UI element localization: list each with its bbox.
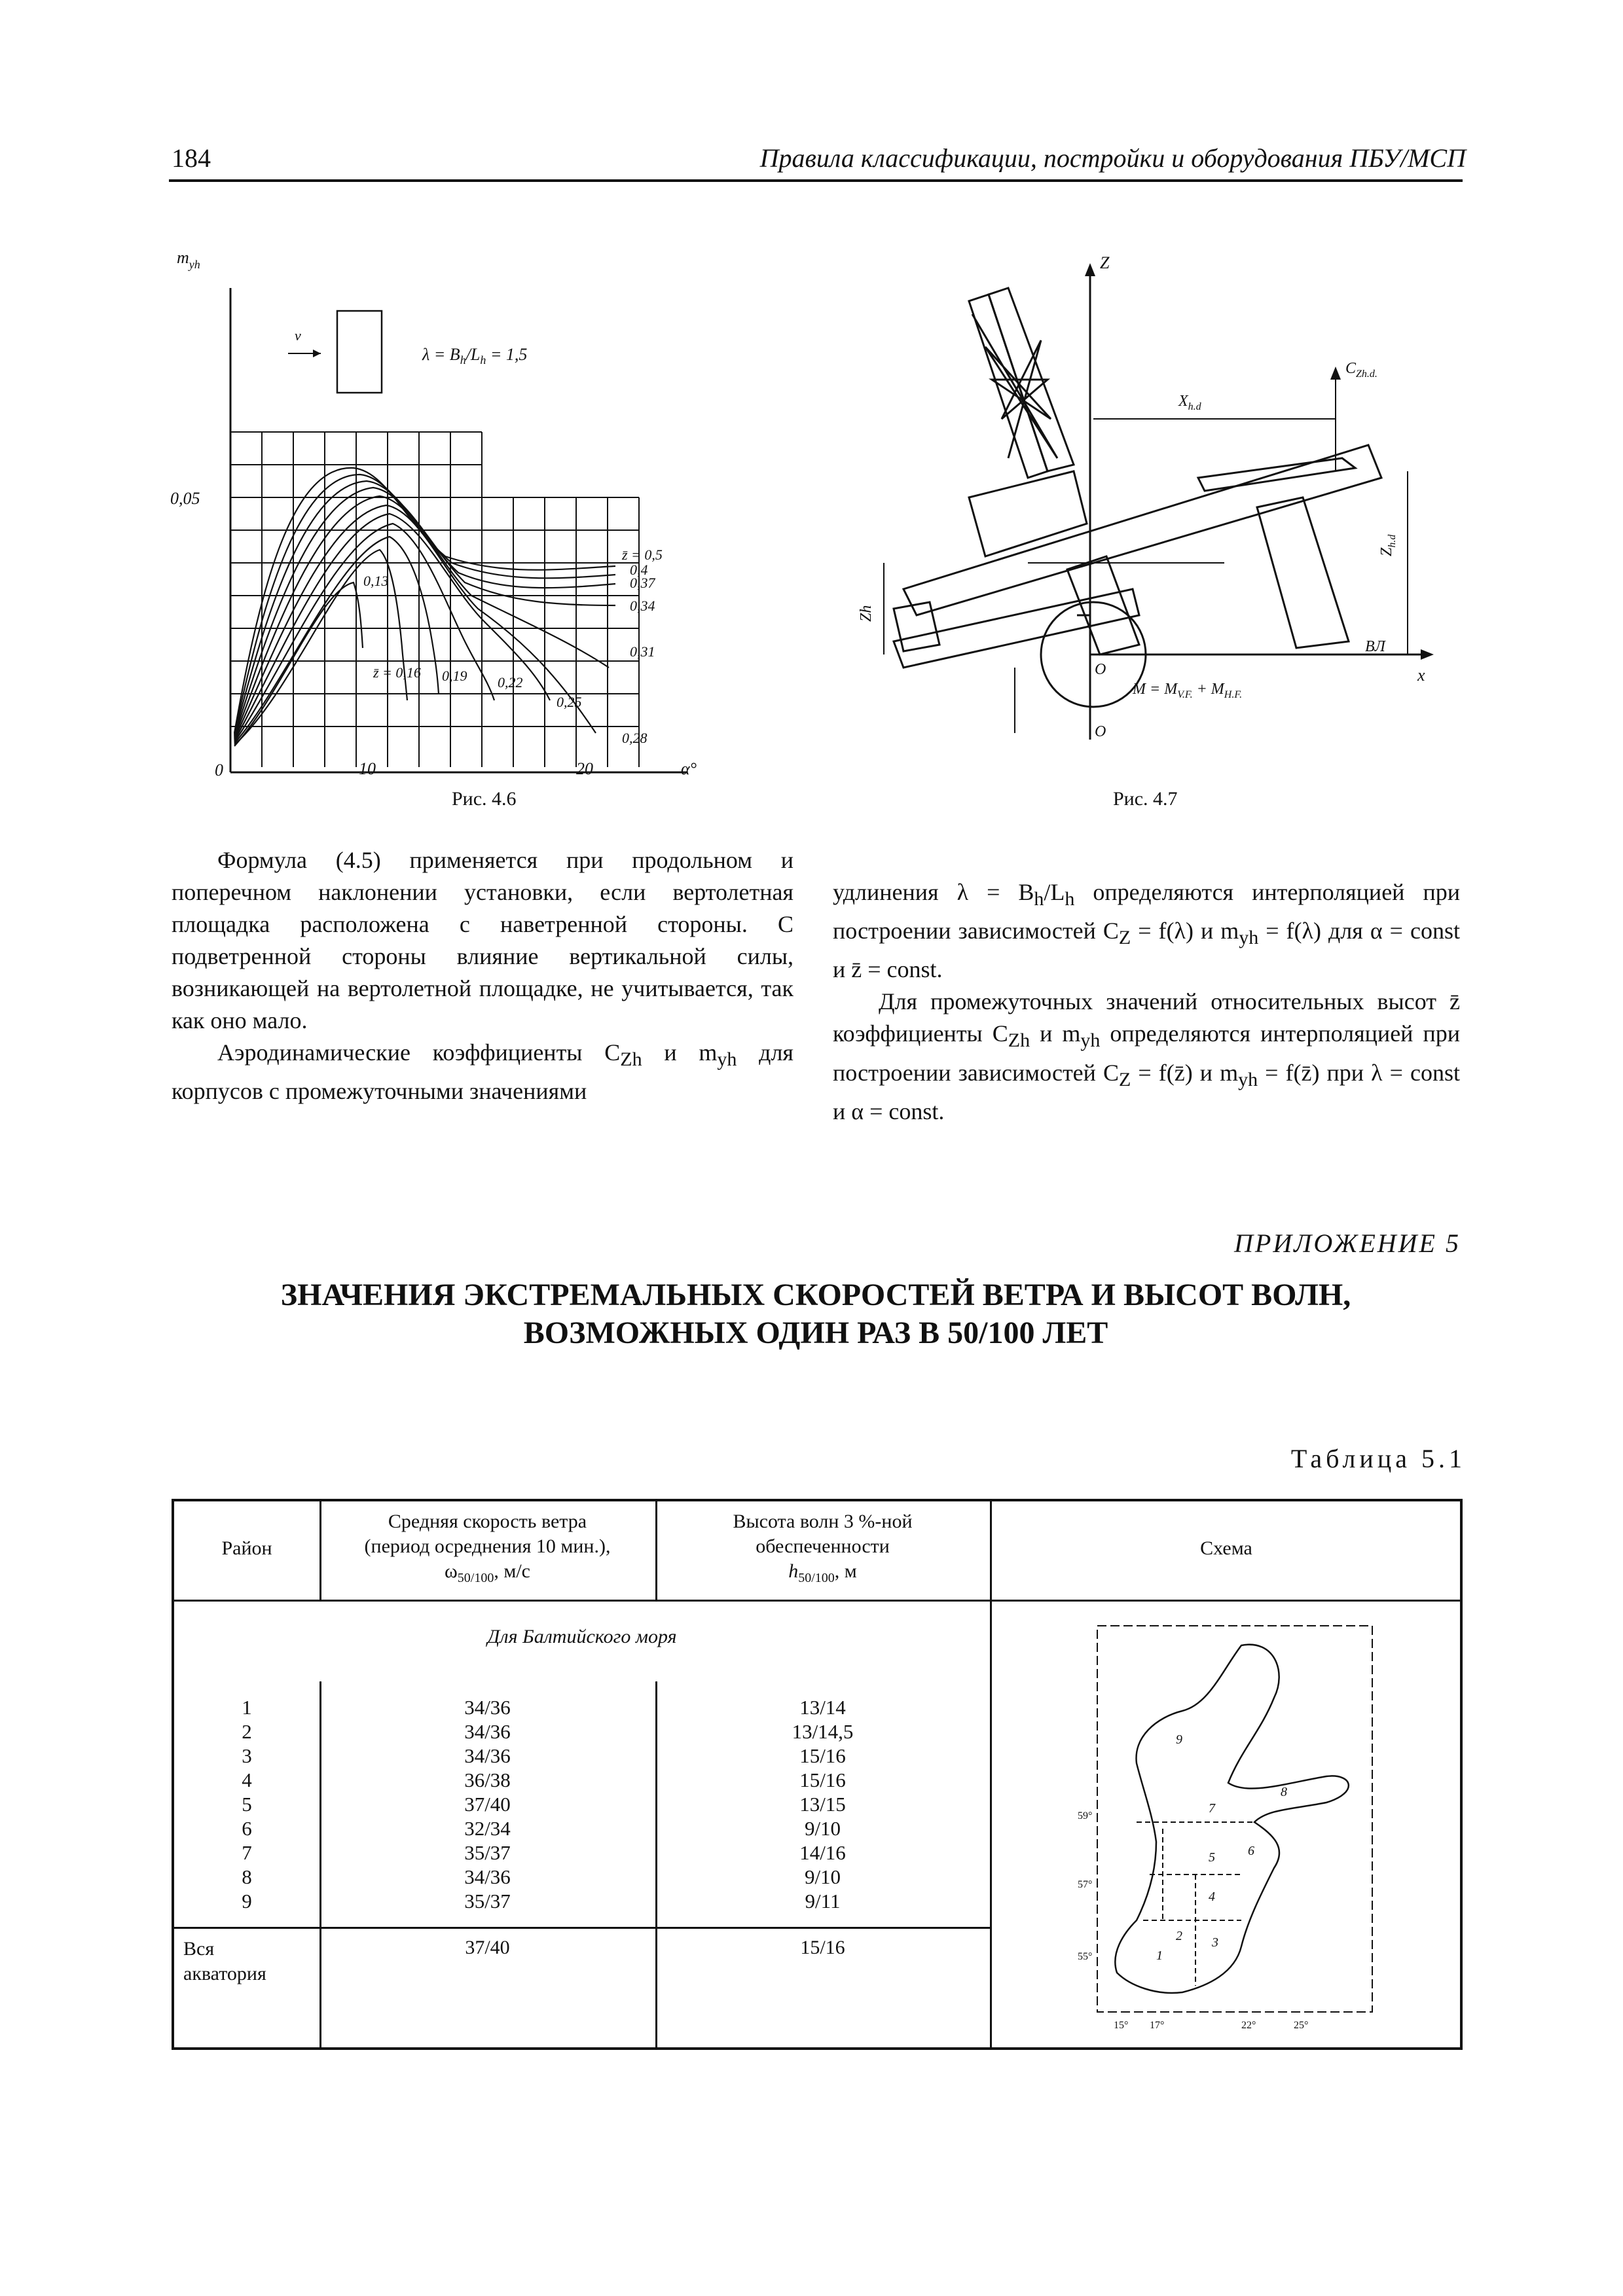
table-label: Таблица 5.1 bbox=[1290, 1444, 1466, 1473]
fig46-y-tick: 0,05 bbox=[170, 489, 200, 508]
wave-cell: 13/14,5 bbox=[792, 1720, 854, 1743]
fig47-czhd: $C_{Zh.d.}$ bbox=[1345, 360, 1377, 380]
curve-label: 0,31 bbox=[630, 643, 655, 660]
header-wave: Высота волн 3 %-ной обеспеченности $h_{50/100}$, м bbox=[733, 1511, 913, 1585]
page-number: 184 bbox=[172, 143, 211, 173]
map-region-label: 8 bbox=[1281, 1785, 1287, 1799]
map-region-label: 7 bbox=[1209, 1801, 1215, 1816]
fig47-zhd: $Z_{h.d}$ bbox=[1378, 534, 1398, 556]
wind-cell: 34/36 bbox=[464, 1696, 511, 1719]
fig47-z-arrow bbox=[1085, 263, 1095, 276]
fig47-o-lower: O bbox=[1095, 723, 1106, 740]
table-5-1 bbox=[172, 1499, 1463, 2050]
appendix-label: ПРИЛОЖЕНИЕ 5 bbox=[1234, 1229, 1461, 1258]
map-lat-labels bbox=[1078, 1810, 1092, 1962]
curve-label: 0,19 bbox=[442, 668, 467, 684]
curve-label: 0,28 bbox=[622, 730, 647, 746]
section-title: Для Балтийского моря bbox=[487, 1626, 677, 1647]
fig46-x-tick-10: 10 bbox=[359, 759, 376, 778]
map-region-borders bbox=[1137, 1822, 1254, 1986]
wind-column bbox=[319, 1695, 655, 1913]
baltic-map bbox=[1078, 1619, 1385, 2032]
fig47-caption: Рис. 4.7 bbox=[1113, 788, 1178, 810]
region-cell: 1 bbox=[242, 1696, 252, 1719]
map-region-labels bbox=[1156, 1732, 1287, 1963]
wave-cell: 13/14 bbox=[799, 1696, 846, 1719]
wind-cell: 35/37 bbox=[464, 1841, 511, 1864]
map-region-label: 6 bbox=[1248, 1844, 1254, 1858]
wind-cell: 32/34 bbox=[464, 1817, 511, 1840]
region-cell: 6 bbox=[242, 1817, 252, 1840]
curve-label: 0,4 bbox=[630, 562, 648, 578]
fig47-column-right bbox=[1257, 497, 1349, 648]
header-region: Район bbox=[221, 1537, 272, 1559]
total-wind: 37/40 bbox=[465, 1937, 510, 1958]
wave-cell: 13/15 bbox=[799, 1793, 846, 1816]
fig46-lambda-label: $\lambda = B_h/L_h = 1,5$ bbox=[422, 345, 528, 367]
fig47-o-upper: O bbox=[1095, 661, 1106, 678]
curve-label: 0,37 bbox=[630, 575, 655, 591]
wind-cell: 35/37 bbox=[464, 1890, 511, 1912]
region-cell: 9 bbox=[242, 1890, 252, 1912]
paragraph: Для промежуточных значений относительных высот z̄ коэффициенты $C_{Zh}$ и $m_{yh}$ определяются интерполяцией при построении зависимостей $C_Z$ = f(z̄) и $m_{yh}$ = f(z̄) при λ = const и α = const. bbox=[833, 988, 1461, 1124]
map-lon-label: 17° bbox=[1150, 2020, 1165, 2031]
wind-cell: 34/36 bbox=[464, 1865, 511, 1888]
region-cell: 3 bbox=[242, 1744, 252, 1767]
region-cell: 2 bbox=[242, 1720, 252, 1743]
figure-4-6 bbox=[164, 249, 740, 812]
fig47-x-arrow bbox=[1421, 649, 1434, 660]
fig47-lower-hull bbox=[894, 589, 1139, 668]
curve-label: 0,25 bbox=[556, 694, 582, 710]
fig46-grid bbox=[230, 432, 639, 767]
wave-column bbox=[655, 1695, 990, 1913]
table-divider bbox=[990, 1600, 1463, 1602]
fig47-axis-x: x bbox=[1417, 666, 1425, 685]
fig46-x-tick-20: 20 bbox=[576, 759, 593, 778]
map-region-label: 5 bbox=[1209, 1850, 1215, 1865]
region-cell: 5 bbox=[242, 1793, 252, 1816]
appendix-title bbox=[169, 1276, 1463, 1352]
map-lat-label: 59° bbox=[1078, 1810, 1093, 1821]
map-lon-label: 15° bbox=[1114, 2020, 1129, 2031]
header-scheme: Схема bbox=[1200, 1537, 1252, 1559]
curve-label: 0,13 bbox=[363, 573, 389, 589]
fig47-czhd-arrowhead bbox=[1330, 367, 1341, 380]
wave-cell: 14/16 bbox=[799, 1841, 846, 1864]
region-column bbox=[174, 1695, 319, 1913]
text-column-right bbox=[833, 876, 1460, 1128]
fig46-x-unit: α° bbox=[681, 759, 697, 778]
curve-label: z̄ = 0,16 bbox=[373, 664, 421, 681]
fig46-hull-plan bbox=[337, 311, 382, 393]
fig47-zh: Zh bbox=[858, 605, 875, 622]
map-lat-label: 55° bbox=[1078, 1951, 1093, 1962]
map-region-label: 1 bbox=[1156, 1948, 1163, 1963]
total-label: Вся акватория bbox=[183, 1938, 266, 1984]
map-lon-label: 25° bbox=[1294, 2020, 1309, 2031]
wave-cell: 9/10 bbox=[804, 1817, 841, 1840]
curve-label: z̄ = 0,5 bbox=[622, 547, 663, 563]
fig47-moment: $M = M_{V.F.} + M_{H.F.}$ bbox=[1133, 681, 1243, 700]
region-cell: 4 bbox=[242, 1768, 252, 1791]
map-region-label: 9 bbox=[1176, 1732, 1182, 1747]
map-region-label: 2 bbox=[1176, 1929, 1182, 1943]
header-wind: Средняя скорость ветра (период осреднения 10 мин.), $\omega_{50/100}$, м/с bbox=[364, 1511, 611, 1585]
map-frame bbox=[1097, 1626, 1372, 2012]
fig46-wind-arrowhead bbox=[313, 350, 321, 357]
map-lon-label: 22° bbox=[1241, 2020, 1256, 2031]
fig46-arrow-label: v bbox=[295, 327, 301, 344]
fig46-caption: Рис. 4.6 bbox=[452, 788, 517, 810]
table-divider bbox=[655, 1927, 990, 1929]
table-divider bbox=[990, 1501, 992, 2047]
fig47-deck bbox=[903, 445, 1381, 615]
paragraph: удлинения $\lambda = B_h/L_h$ определяются интерполяцией при построении зависимостей $C_Z = f(\lambda)$ и $m_{yh} = f(\lambda)$ для α = const и z̄ = const. bbox=[833, 879, 1460, 983]
baltic-coastline bbox=[1115, 1645, 1349, 1993]
region-cell: 7 bbox=[242, 1841, 252, 1864]
fig46-y-label: $m_{yh}$ bbox=[177, 249, 200, 271]
map-lon-labels bbox=[1114, 2020, 1308, 2031]
header-rule bbox=[169, 179, 1463, 182]
figure-4-7 bbox=[831, 249, 1473, 812]
wind-cell: 34/36 bbox=[464, 1744, 511, 1767]
map-region-label: 3 bbox=[1212, 1935, 1218, 1950]
wave-cell: 9/11 bbox=[805, 1890, 841, 1912]
region-cell: 8 bbox=[242, 1865, 252, 1888]
paragraph: Аэродинамические коэффициенты $C_{Zh}$ и $m_{yh}$ для корпусов с промежуточными значениями bbox=[172, 1039, 793, 1105]
wave-cell: 15/16 bbox=[799, 1744, 846, 1767]
wind-cell: 34/36 bbox=[464, 1720, 511, 1743]
fig47-deckhouse bbox=[969, 471, 1087, 556]
fig47-helideck bbox=[1198, 458, 1355, 491]
map-lat-label: 57° bbox=[1078, 1879, 1093, 1890]
wind-cell: 36/38 bbox=[464, 1768, 511, 1791]
map-region-label: 4 bbox=[1209, 1890, 1215, 1904]
curve-label: 0,34 bbox=[630, 598, 655, 614]
appendix-title-line: ЗНАЧЕНИЯ ЭКСТРЕМАЛЬНЫХ СКОРОСТЕЙ ВЕТРА И ВЫСОТ ВОЛН, bbox=[280, 1278, 1351, 1312]
text-column-left bbox=[172, 844, 793, 1107]
total-waves: 15/16 bbox=[800, 1937, 845, 1958]
fig47-xhd: $X_{h.d}$ bbox=[1178, 393, 1201, 412]
wind-cell: 37/40 bbox=[464, 1793, 511, 1816]
paragraph: Формула (4.5) применяется при продольном и поперечном наклонении установки, если вертолетная площадка расположена с наветренной стороны. С подветренной стороны влияние вертикальной силы, возникающей на вертолетной площадке, не учитывается, так как оно мало. bbox=[172, 847, 793, 1033]
wave-cell: 15/16 bbox=[799, 1768, 846, 1791]
wave-cell: 9/10 bbox=[804, 1865, 841, 1888]
curve-label: 0,22 bbox=[498, 674, 523, 691]
table-divider bbox=[174, 1600, 990, 1602]
fig47-water-line: ВЛ bbox=[1365, 638, 1385, 655]
fig46-origin: 0 bbox=[215, 761, 223, 780]
fig47-derrick-left bbox=[969, 295, 1048, 478]
fig47-axis-z: Z bbox=[1100, 253, 1110, 272]
running-title: Правила классификации, постройки и оборудования ПБУ/МСП bbox=[759, 143, 1466, 173]
appendix-title-line: ВОЗМОЖНЫХ ОДИН РАЗ В 50/100 ЛЕТ bbox=[523, 1316, 1108, 1350]
